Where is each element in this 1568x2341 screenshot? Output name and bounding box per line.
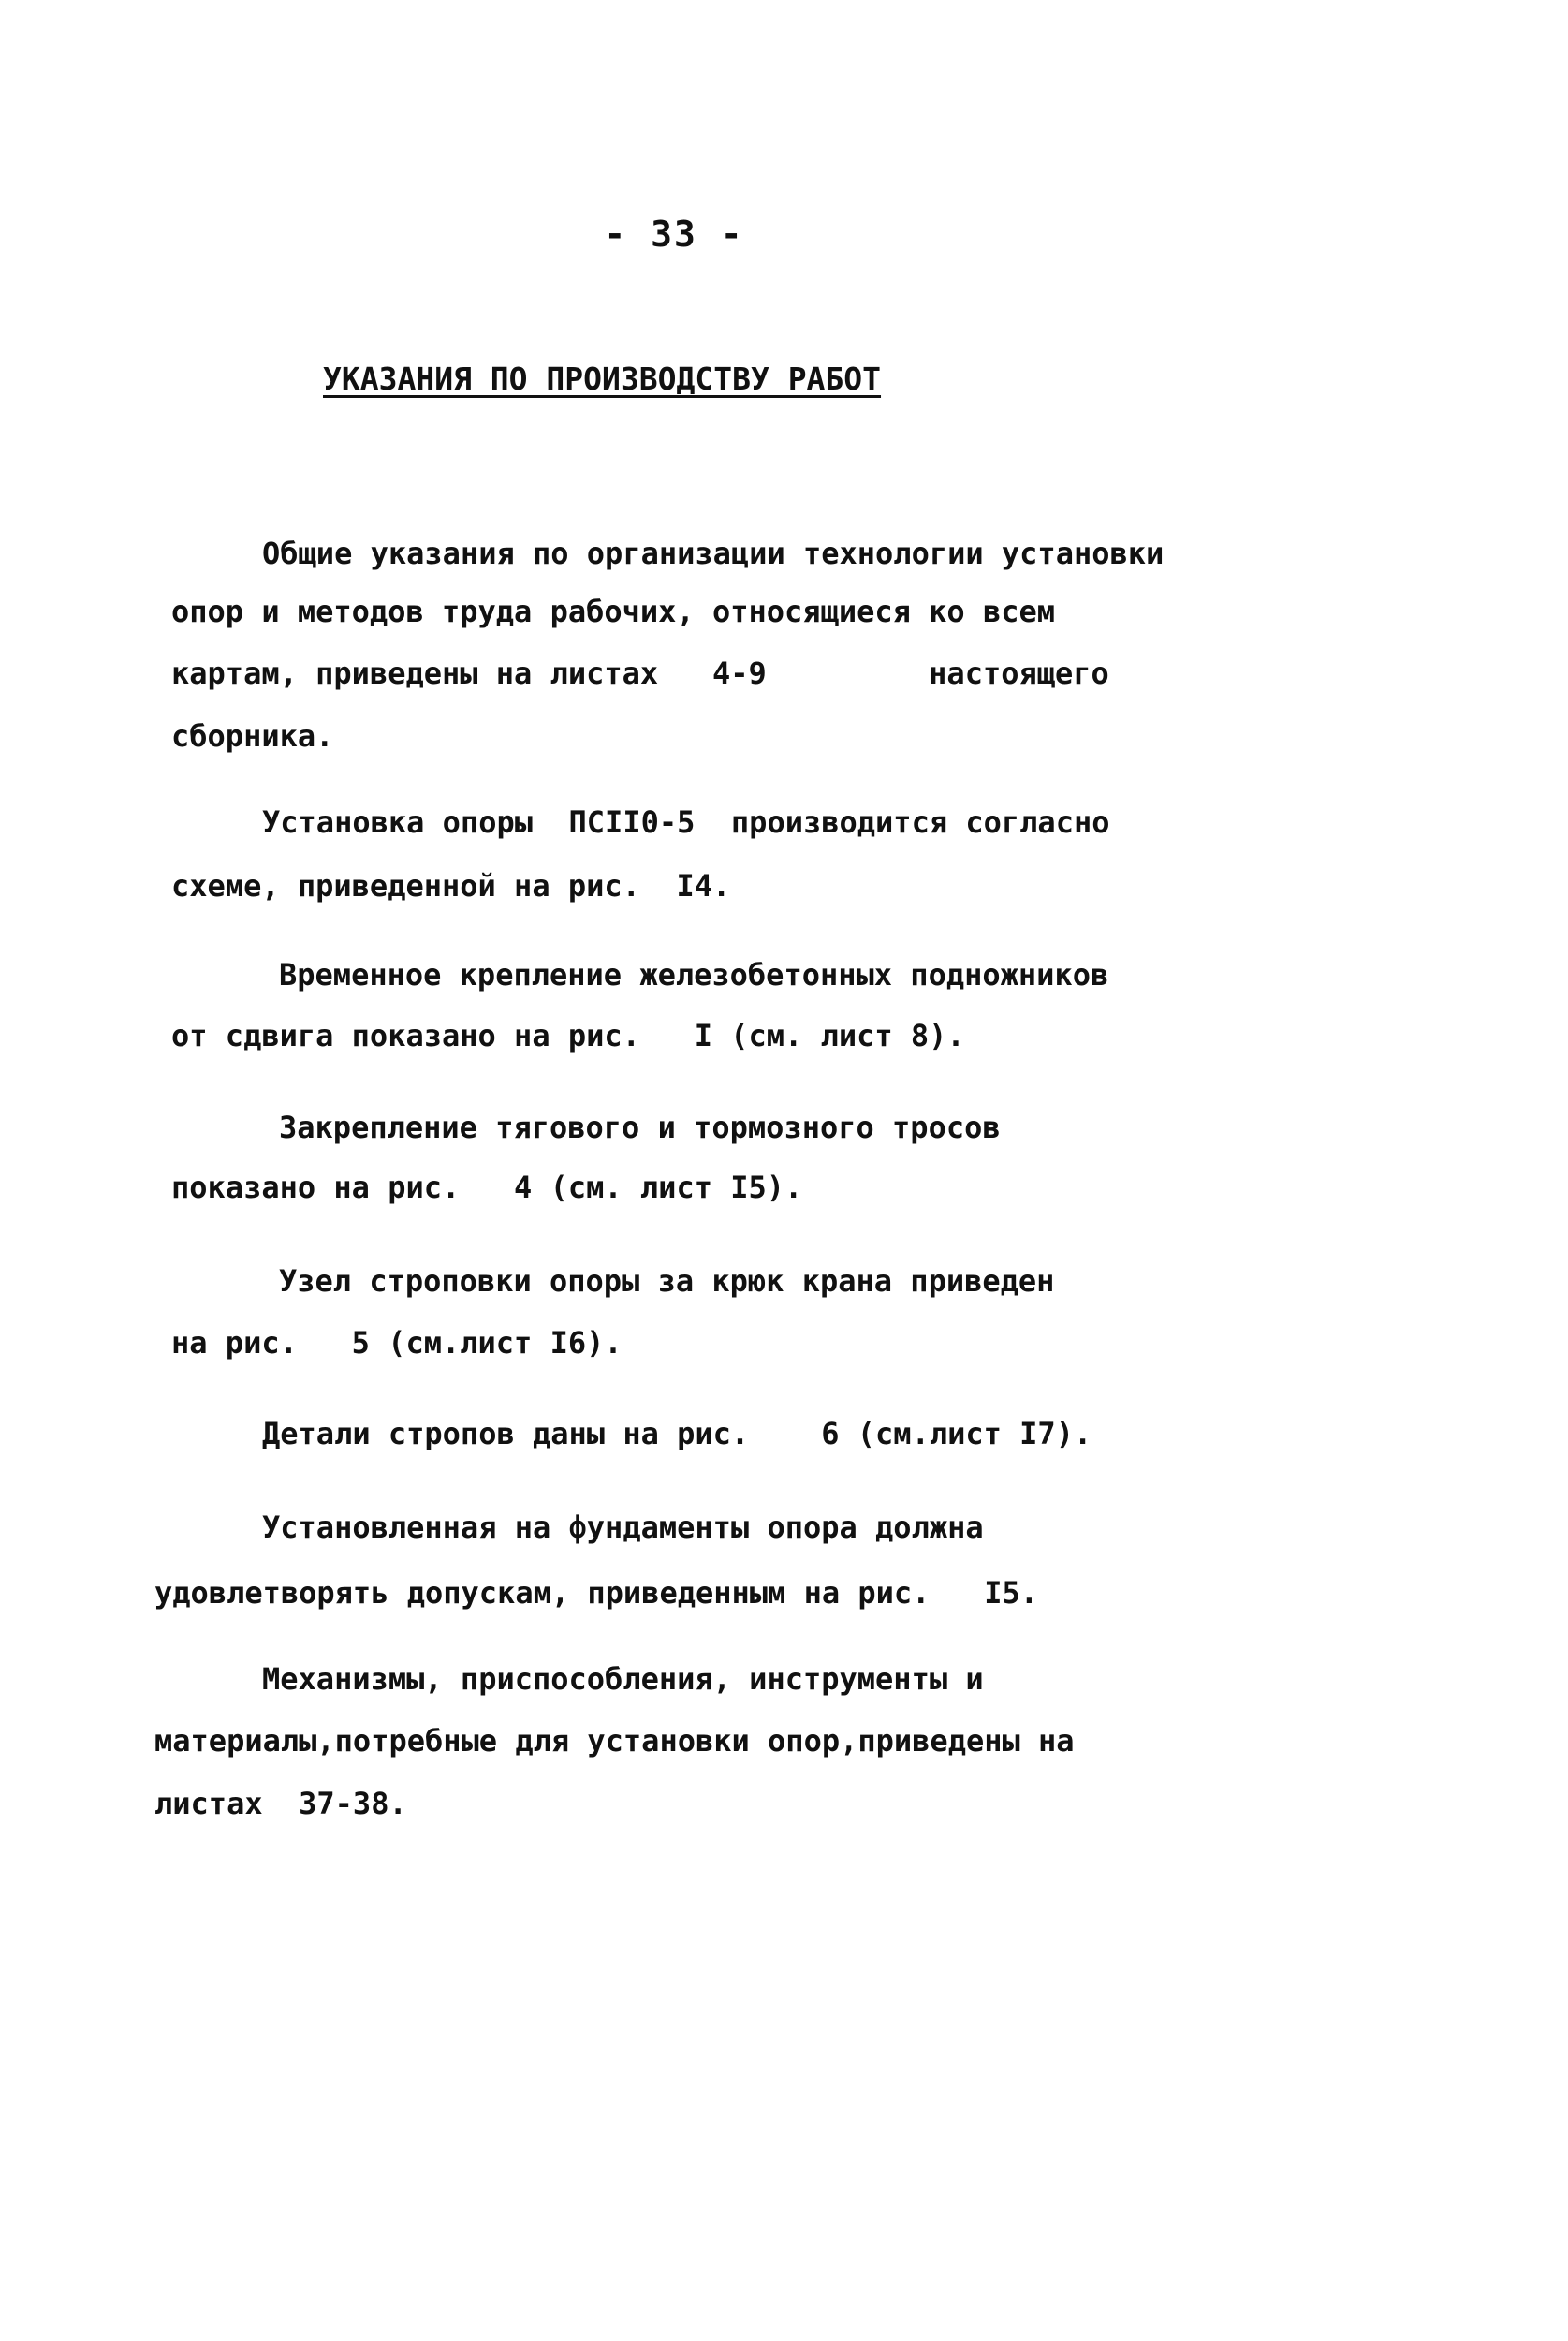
page-number: - 33 - bbox=[604, 213, 744, 255]
paragraph-1-line-2: опор и методов труда рабочих, относящиеся ко всем bbox=[171, 594, 1056, 629]
paragraph-1-line-4: сборника. bbox=[171, 718, 334, 754]
paragraph-3-line-2: от сдвига показано на рис. I (см. лист 8). bbox=[171, 1018, 965, 1053]
paragraph-5-line-1: Узел строповки опоры за крюк крана приведен bbox=[279, 1263, 1055, 1299]
paragraph-2-line-2: схеме, приведенной на рис. I4. bbox=[171, 868, 731, 904]
paragraph-1-line-1: Общие указания по организации технологии установки bbox=[262, 536, 1165, 571]
paragraph-8-line-3: листах 37-38. bbox=[154, 1786, 407, 1821]
paragraph-1-line-3: картам, приведены на листах 4-9 настоящего bbox=[171, 655, 1109, 691]
paragraph-4-line-2: показано на рис. 4 (см. лист I5). bbox=[171, 1170, 803, 1205]
paragraph-2-line-1: Установка опоры ПСII0-5 производится согласно bbox=[262, 804, 1110, 840]
section-title: УКАЗАНИЯ ПО ПРОИЗВОДСТВУ РАБОТ bbox=[323, 361, 882, 397]
paragraph-8-line-1: Механизмы, приспособления, инструменты и bbox=[262, 1661, 984, 1697]
paragraph-5-line-2: на рис. 5 (см.лист I6). bbox=[171, 1325, 623, 1361]
paragraph-7-line-1: Установленная на фундаменты опора должна bbox=[262, 1509, 984, 1545]
paragraph-7-line-2: удовлетворять допускам, приведенным на рис. I5. bbox=[154, 1575, 1039, 1611]
paragraph-4-line-1: Закрепление тягового и тормозного тросов bbox=[279, 1110, 1001, 1145]
paragraph-8-line-2: материалы,потребные для установки опор,приведены на bbox=[154, 1723, 1075, 1759]
paragraph-3-line-1: Временное крепление железобетонных подножников bbox=[279, 957, 1109, 993]
paragraph-6-line-1: Детали стропов даны на рис. 6 (см.лист I7). bbox=[262, 1416, 1092, 1451]
